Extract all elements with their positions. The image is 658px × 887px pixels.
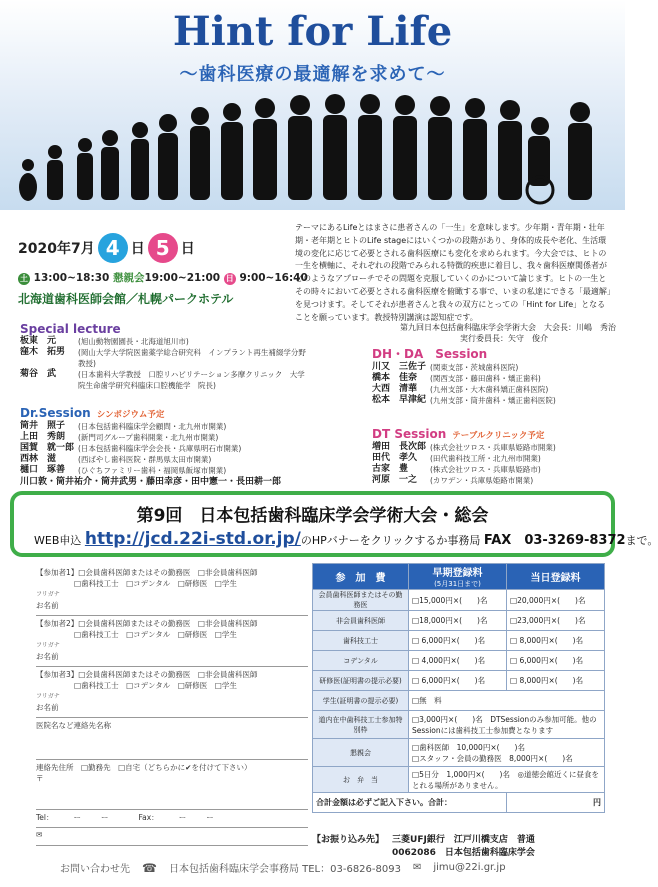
mail-icon: ✉ <box>412 862 422 873</box>
speaker-row <box>20 454 320 465</box>
speaker-affiliation: (関東支部・茨城歯科医院) <box>430 363 519 372</box>
day2-label: 日 <box>180 241 195 257</box>
fee-onsite-checkbox[interactable]: □ 8,000円×( )名 <box>507 631 605 651</box>
fee-lunch-checkbox[interactable]: □5日分 1,000円×( )名 ◎道徳会館近くに昼食をとれる場所がありません。 <box>409 767 605 793</box>
fee-col-early-label: 早期登録料 <box>432 568 483 579</box>
speaker-name: 西林 滋 <box>20 454 57 464</box>
conference-title: 第9回 日本包括歯科臨床学会学術大会・総会 <box>136 506 489 526</box>
speaker-name: 河原 一之 <box>372 475 418 485</box>
fee-category: 懇親会 <box>313 739 409 767</box>
fee-total-row <box>313 793 605 813</box>
fee-party-cell[interactable] <box>409 739 605 767</box>
registration-form <box>36 565 308 846</box>
committee-signature: 実行委員長：矢守 俊介 <box>460 334 548 343</box>
participant-option-row1: □会員歯科医師またはその勤務医 □非会員歯科医師 <box>78 619 258 628</box>
speaker-row <box>372 442 612 453</box>
web-prefix: WEB申込 <box>34 534 82 547</box>
page-subtitle: ～歯科医療の最適解を求めて～ <box>179 64 446 85</box>
speaker-affiliation: (カワデン・兵庫県姫路市開業) <box>430 476 534 485</box>
tel-label: Tel： <box>36 813 54 822</box>
participant-option-row2[interactable]: □歯科技工士 □コデンタル □研修医 □学生 <box>74 579 237 588</box>
participant-option-row1: □会員歯科医師またはその勤務医 □非会員歯科医師 <box>78 568 258 577</box>
life-stage-silhouettes <box>0 90 625 210</box>
fee-early-checkbox[interactable]: □15,000円×( )名 <box>409 590 507 611</box>
name-field[interactable]: お名前 <box>36 652 59 661</box>
dt-session-title: DT Session <box>372 427 447 441</box>
fee-row <box>313 767 605 793</box>
speaker-row <box>20 369 310 391</box>
fee-dt-checkbox[interactable]: □3,000円×( )名 DTSessionのみ参加可能。他のSessionには歯科技工士参加費となります <box>409 711 605 739</box>
registration-banner <box>10 491 658 557</box>
saturday-time: 13:00~18:30 <box>33 272 110 284</box>
fee-early-checkbox[interactable]: □ 6,000円×( )名 <box>409 671 507 691</box>
email-link[interactable]: jimu@22i.gr.jp <box>433 862 506 873</box>
fax-number: FAX 03-3269-8372 <box>483 533 626 548</box>
participant-block <box>36 667 308 718</box>
special-lecture-section <box>20 322 310 391</box>
mail-icon: ✉ <box>36 830 43 839</box>
registration-url-link[interactable]: http://jcd.22i-std.or.jp/ <box>84 529 301 549</box>
postal-mark: 〒 <box>36 774 44 783</box>
speaker-affiliation: (西ばやし歯科医院・群馬県太田市開業) <box>78 455 212 464</box>
speaker-affiliation: (日本包括歯科臨床学会会長・兵庫県明石市開業) <box>78 444 242 453</box>
phone-icon: ☎ <box>142 860 157 875</box>
fee-early-checkbox[interactable]: □ 6,000円×( )名 <box>409 631 507 651</box>
furigana-label: フリガナ <box>36 591 60 598</box>
bank-label: 【お振り込み先】 <box>312 835 385 845</box>
fee-col-early-note: (5月31日まで) <box>434 580 481 588</box>
clinic-name-field[interactable] <box>36 718 308 760</box>
speaker-affiliation: (日本歯科大学教授 口腔リハビリテーション多摩クリニック 大学院生命歯学研究科臨床口腔機能学 院長) <box>78 370 305 390</box>
tel-fax-row[interactable] <box>36 810 308 828</box>
participant-options[interactable] <box>36 567 308 578</box>
participant-option-row2[interactable]: □歯科技工士 □コデンタル □研修医 □学生 <box>74 681 237 690</box>
special-lecture-title: Special lecture <box>20 322 121 336</box>
fee-onsite-checkbox[interactable]: □23,000円×( )名 <box>507 611 605 631</box>
tel-dash-2: ー <box>101 813 109 822</box>
fee-row <box>313 611 605 631</box>
venue-secondary: 札幌パークホテル <box>138 292 234 306</box>
fax-dash-1: ー <box>178 813 187 822</box>
footer-contact <box>60 860 506 875</box>
fax-label: Fax： <box>138 813 159 822</box>
web-suffix: まで。 <box>625 534 658 547</box>
speaker-row <box>20 336 310 347</box>
total-label: 合計金額は必ずご記入下さい。合計： <box>313 793 507 813</box>
bank-details <box>392 832 535 858</box>
name-field[interactable]: お名前 <box>36 601 59 610</box>
speaker-name: 樋口 琢善 <box>20 465 66 475</box>
fee-party-staff[interactable]: □スタッフ・会員の勤務医 8,000円×( )名 <box>412 753 573 763</box>
fee-row <box>313 671 605 691</box>
fee-category: 学生(証明書の提示必要) <box>313 691 409 711</box>
speaker-affiliation: (日本包括歯科臨床学会顧問・北九州市開業) <box>78 422 227 431</box>
fee-col-category: 参 加 費 <box>313 564 409 590</box>
speaker-affiliation: (旭山動物園園長・北海道旭川市) <box>78 337 189 346</box>
day1-badge: 4 <box>98 233 128 263</box>
speaker-row <box>372 362 612 373</box>
fee-category: 研修医(証明書の提示必要) <box>313 671 409 691</box>
reception-label: 懇親会 <box>112 272 145 284</box>
speaker-name: 国賀 就一郎 <box>20 443 75 453</box>
clinic-label: 医院名など連絡先名称 <box>36 721 111 730</box>
year-month: 2020年7月 <box>18 241 95 257</box>
speaker-name: 古家 豊 <box>372 464 409 474</box>
joint-speakers: 川口敦・筒井祐介・筒井武男・藤田幸彦・田中憲一・長田耕一郎 <box>20 477 282 487</box>
fee-category: 非会員歯科医師 <box>313 611 409 631</box>
participant-option-row1: □会員歯科医師またはその勤務医 □非会員歯科医師 <box>78 670 258 679</box>
dh-da-session-section <box>372 345 612 406</box>
participant-block <box>36 565 308 616</box>
web-middle: のHPバナーをクリックするか事務局 <box>300 534 481 547</box>
email-field[interactable] <box>36 828 308 846</box>
fee-category: 道内在中歯科技工士参加特別枠 <box>313 711 409 739</box>
speaker-row <box>20 443 320 454</box>
fee-col-early <box>409 564 507 590</box>
fee-table <box>312 563 605 813</box>
speaker-row <box>372 464 612 475</box>
event-times <box>18 270 308 285</box>
fee-row <box>313 711 605 739</box>
name-field[interactable]: お名前 <box>36 703 59 712</box>
speaker-affiliation: (ひぐちファミリー歯科・福岡県飯塚市開業) <box>78 466 227 475</box>
participant-options[interactable] <box>36 618 308 629</box>
speaker-affiliation: (岡山大学大学院医歯薬学総合研究科 インプラント再生補綴学分野教授) <box>78 348 306 368</box>
fee-onsite-checkbox[interactable]: □20,000円×( )名 <box>507 590 605 611</box>
speaker-row <box>372 453 612 464</box>
furigana-label: フリガナ <box>36 642 60 649</box>
fee-col-onsite: 当日登録料 <box>507 564 605 590</box>
speaker-name: 上田 秀朗 <box>20 432 66 442</box>
speaker-affiliation: (九州支部・大木歯科矯正歯科医院) <box>430 385 549 394</box>
speaker-affiliation: (九州支部・筒井歯科・矯正歯科医院) <box>430 396 556 405</box>
fee-category: コデンタル <box>313 651 409 671</box>
contact-label: 連絡先住所 □勤務先 □自宅（どちらかに✔を付けて下さい） <box>36 763 252 772</box>
speaker-row <box>20 421 320 432</box>
speaker-affiliation: (関西支部・藤田歯科・矯正歯科) <box>430 374 541 383</box>
event-date <box>18 233 195 263</box>
dr-session-heading <box>20 402 320 421</box>
speaker-affiliation: (田代歯科技工所・北九州市開業) <box>430 454 541 463</box>
speaker-name: 筒井 照子 <box>20 421 66 431</box>
speaker-row <box>20 347 310 369</box>
furigana-label: フリガナ <box>36 693 60 700</box>
fee-row <box>313 691 605 711</box>
participant-option-row2[interactable]: □歯科技工士 □コデンタル □研修医 □学生 <box>74 630 237 639</box>
fee-early-checkbox[interactable]: □ 4,000円×( )名 <box>409 651 507 671</box>
speaker-name: 田代 孝久 <box>372 453 418 463</box>
fee-row <box>313 590 605 611</box>
participant-options[interactable] <box>36 669 308 680</box>
speaker-row <box>372 475 612 486</box>
fee-row <box>313 631 605 651</box>
dr-session-subtitle: シンポジウム予定 <box>96 410 165 420</box>
speaker-row <box>372 395 612 406</box>
venue <box>18 290 233 307</box>
speaker-affiliation: (新門司グループ歯科開業・北九州市開業) <box>78 433 219 442</box>
fee-category: お 弁 当 <box>313 767 409 793</box>
fee-party-doctor[interactable]: □歯科医師 10,000円×( )名 <box>412 742 525 752</box>
speaker-name: 増田 長次郎 <box>372 442 427 452</box>
participant-block <box>36 616 308 667</box>
day1-label: 日 <box>130 241 145 257</box>
speaker-name: 松本 早津紀 <box>372 395 427 405</box>
venue-primary: 北海道歯科医師会館 <box>18 292 127 306</box>
speaker-row <box>372 373 612 384</box>
fee-row <box>313 739 605 767</box>
fax-dash-2: ー <box>206 813 214 822</box>
intro-text: テーマにあるLifeとはまさに患者さんの「一生」を意味します。少年期・青年期・壮年期・老年期とヒトのLife stageにはいくつかの段階があり、身体的成長や老化、生活環境の変化に応じて必要とされる歯科医療にも変化を求められます。今大会では、ヒトの一生を横軸に、それぞれの段階でみられる特徴的疾患に着目し、我々歯科医療関係者がどのようなアプローチでその問題を克服していくのかについて論じます。ヒトの一生とその時々において必要とされる歯科医療を俯瞰する事で、いまの私達にできる「最適解」を見つけます。そしてそれが患者さんと我々の双方にとっての「Hint for Life」となることを願っています。教授特別講演は認知症です。 <box>295 223 611 322</box>
address-field[interactable] <box>36 760 308 810</box>
speaker-affiliation: (株式会社ツロス・兵庫県姫路市開業) <box>430 443 556 452</box>
speaker-row <box>372 384 612 395</box>
page-title: Hint for Life <box>172 8 453 55</box>
sunday-tag: 日 <box>225 274 234 283</box>
venue-separator: ／ <box>126 292 139 306</box>
dt-session-subtitle: テーブルクリニック予定 <box>452 431 545 441</box>
speaker-name: 板東 元 <box>20 336 57 346</box>
president-signature: 第九回日本包括歯科臨床学会学術大会 大会長：川嶋 秀治 <box>400 323 616 332</box>
dt-session-heading <box>372 423 612 442</box>
dr-session-section <box>20 402 320 476</box>
office-info: 日本包括歯科臨床学会事務局 TEL：03-6826-8093 <box>168 864 401 875</box>
speaker-name: 菊谷 武 <box>20 369 57 379</box>
participant-label: 【参加者1】 <box>36 568 79 577</box>
speaker-name: 窪木 拓男 <box>20 347 66 357</box>
speaker-row <box>20 432 320 443</box>
dh-da-session-title: DH・DA Session <box>372 347 488 361</box>
fee-early-checkbox[interactable]: □18,000円×( )名 <box>409 611 507 631</box>
fee-header-row <box>313 564 605 590</box>
bank-line1: 三菱UFJ銀行 江戸川橋支店 普通 <box>392 835 535 845</box>
tel-dash-1: ー <box>73 813 82 822</box>
web-registration-line <box>34 529 658 549</box>
speaker-name: 大西 清華 <box>372 384 418 394</box>
fee-category: 歯科技工士 <box>313 631 409 651</box>
day2-badge: 5 <box>148 233 178 263</box>
contact-label: お問い合わせ先 <box>60 864 130 875</box>
speaker-affiliation: (株式会社ツロス・兵庫県姫路市) <box>430 465 541 474</box>
sunday-time: 9:00~16:40 <box>239 272 308 284</box>
total-unit[interactable]: 円 <box>507 793 605 813</box>
dt-session-section <box>372 423 612 486</box>
speaker-name: 橋本 佳奈 <box>372 373 418 383</box>
speaker-name: 川又 三佐子 <box>372 362 427 372</box>
saturday-tag: 土 <box>20 274 28 283</box>
fee-onsite-checkbox[interactable]: □ 8,000円×( )名 <box>507 671 605 691</box>
participant-label: 【参加者2】 <box>36 619 79 628</box>
bank-line2: 0062086 日本包括歯科臨床学会 <box>392 848 535 858</box>
participant-label: 【参加者3】 <box>36 670 79 679</box>
fee-onsite-checkbox[interactable]: □ 6,000円×( )名 <box>507 651 605 671</box>
fee-row <box>313 651 605 671</box>
fee-category: 会員歯科医師またはその勤務医 <box>313 590 409 611</box>
bank-info <box>312 832 535 858</box>
fee-student-checkbox[interactable]: □無 料 <box>409 691 605 711</box>
dr-session-title: Dr.Session <box>20 406 91 420</box>
reception-time: 19:00~21:00 <box>144 272 221 284</box>
